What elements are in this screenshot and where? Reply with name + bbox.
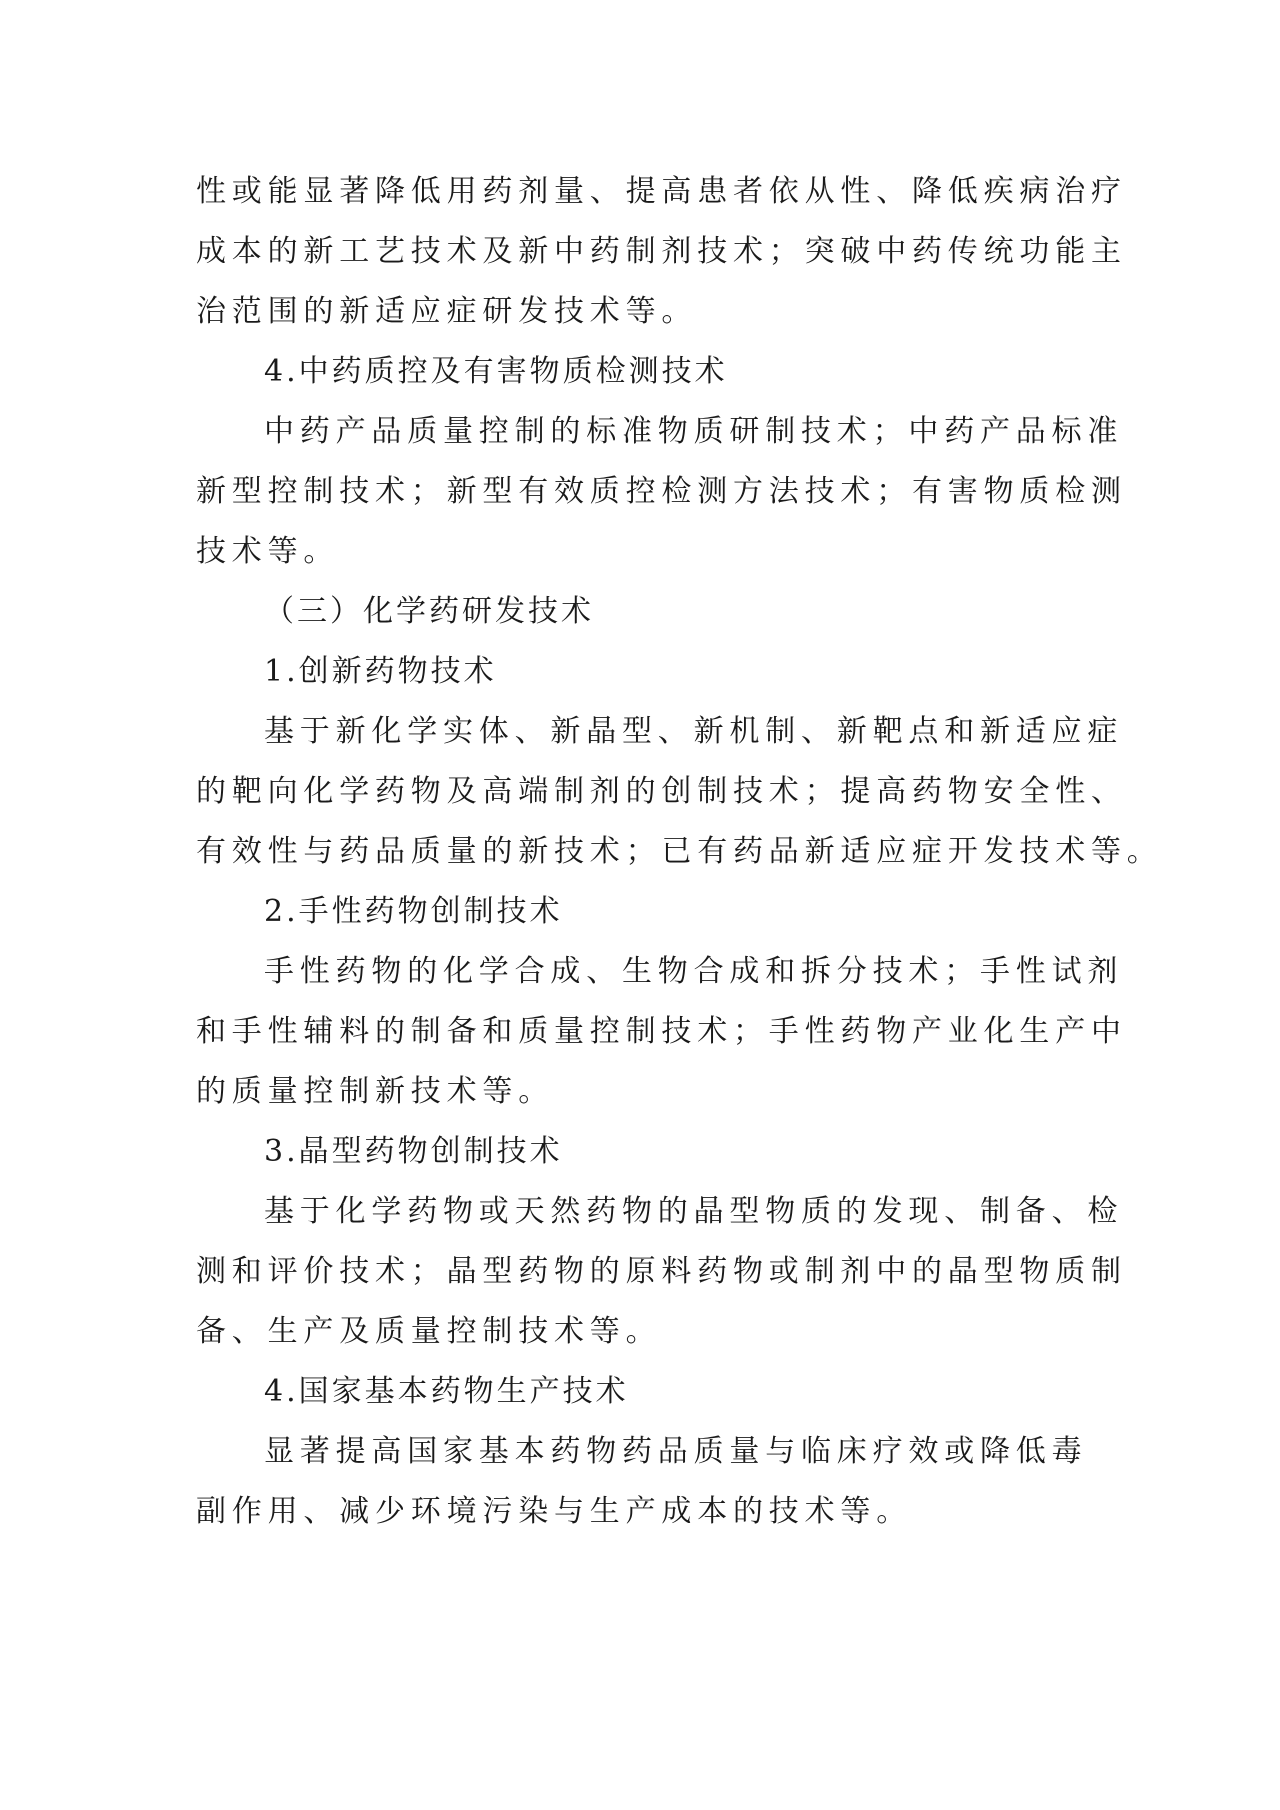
section-heading-essential-drug: 4.国家基本药物生产技术 — [264, 1374, 629, 1409]
body-line: 备、生产及质量控制技术等。 — [196, 1314, 662, 1349]
body-line: 新型控制技术；新型有效质控检测方法技术；有害物质检测 — [196, 474, 1127, 509]
body-line: 治范围的新适应症研发技术等。 — [196, 294, 698, 329]
body-line: 副作用、减少环境污染与生产成本的技术等。 — [196, 1494, 912, 1529]
section-heading-tcm-quality-control: 4.中药质控及有害物质检测技术 — [264, 354, 728, 389]
document-body — [196, 162, 1163, 1542]
body-line: 基于化学药物或天然药物的晶型物质的发现、制备、检 — [264, 1194, 1124, 1229]
body-line: 技术等。 — [196, 534, 340, 569]
body-line: 的靶向化学药物及高端制剂的创制技术；提高药物安全性、 — [196, 774, 1127, 809]
body-line: 的质量控制新技术等。 — [196, 1074, 554, 1109]
section-heading-innovative-drug: 1.创新药物技术 — [264, 654, 497, 689]
body-line: 和手性辅料的制备和质量控制技术；手性药物产业化生产中 — [196, 1014, 1127, 1049]
body-line: 基于新化学实体、新晶型、新机制、新靶点和新适应症 — [264, 714, 1124, 749]
section-heading-chiral-drug: 2.手性药物创制技术 — [264, 894, 563, 929]
body-line: 成本的新工艺技术及新中药制剂技术；突破中药传统功能主 — [196, 234, 1127, 269]
section-heading-chemical-drug-rd: （三）化学药研发技术 — [264, 594, 594, 629]
body-line: 测和评价技术；晶型药物的原料药物或制剂中的晶型物质制 — [196, 1254, 1127, 1289]
body-line: 中药产品质量控制的标准物质研制技术；中药产品标准 — [264, 414, 1124, 449]
section-heading-crystal-drug: 3.晶型药物创制技术 — [264, 1134, 563, 1169]
body-line: 手性药物的化学合成、生物合成和拆分技术；手性试剂 — [264, 954, 1124, 989]
body-line: 有效性与药品质量的新技术；已有药品新适应症开发技术等。 — [196, 834, 1163, 869]
body-line: 显著提高国家基本药物药品质量与临床疗效或降低毒 — [264, 1434, 1088, 1469]
body-line: 性或能显著降低用药剂量、提高患者依从性、降低疾病治疗 — [196, 174, 1127, 209]
